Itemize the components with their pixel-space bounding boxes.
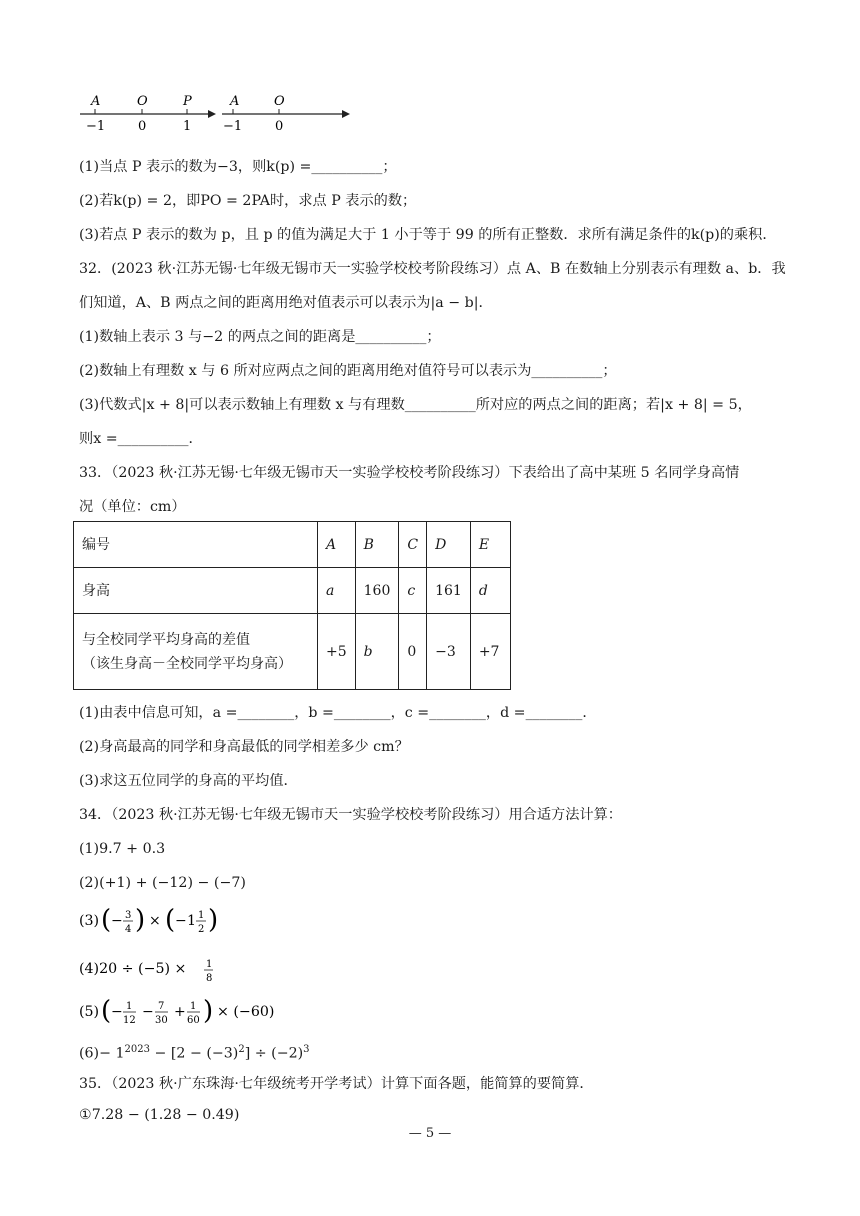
table-cell: B [355,522,399,568]
table-cell: 160 [355,568,399,614]
expr-text: ] ÷ (−2) [244,1045,304,1062]
point-label: A [91,94,101,109]
exponent: 2023 [124,1044,150,1055]
point-label: O [274,94,285,109]
table-cell: D [427,522,471,568]
page-number: — 5 — [408,1126,452,1141]
row-label-line1: 与全校同学平均身高的差值 [82,631,250,648]
fraction-numerator: 1 [198,910,205,921]
tick-label: 1 [183,119,192,130]
q33-part3: (3)求这五位同学的身高的平均值． [79,773,298,789]
mixed-whole: 1 [187,913,197,929]
table-cell: 编号 [74,522,318,568]
minus-sign: − [175,913,187,929]
expression-tail: × (−60) [217,1004,275,1020]
times-sign: × [149,913,161,929]
number-line-left [80,94,216,130]
part-prefix: (3) [79,913,100,929]
table-cell: a [318,568,356,614]
number-line-right [222,94,350,130]
tick-label: −1 [223,119,243,130]
q32-part1: (1)数轴上表示 3 与−2 的两点之间的距离是__________； [79,329,441,345]
fraction-denominator: 4 [125,924,132,935]
table-cell: +5 [318,614,356,690]
height-table [73,521,511,690]
table-cell: c [399,568,427,614]
q34-part3 [79,900,339,940]
paren: ) [135,905,146,935]
fraction-numerator: 7 [158,1001,165,1012]
fraction-denominator: 12 [123,1015,136,1026]
fraction-denominator: 8 [206,973,213,984]
q35-part1: ①7.28 − (1.28 − 0.49) [79,1107,240,1123]
paren: ( [165,905,176,935]
fraction-denominator: 60 [187,1015,200,1026]
q34-part5 [79,991,339,1029]
table-cell: b [355,614,399,690]
q34-part4 [79,950,299,986]
point-label: O [137,94,148,109]
table-cell: d [470,568,510,614]
tick-label: −1 [86,119,106,130]
q32-part2: (2)数轴上有理数 x 与 6 所对应两点之间的距离用绝对值符号可以表示为__________； [79,363,617,379]
tick-label: 0 [275,119,284,130]
q31-part1: (1)当点 P 表示的数为−3，则k(p) =__________； [79,159,397,175]
q33-stem-line1: 33．（2023 秋·江苏无锡·七年级无锡市天一实验学校校考阶段练习）下表给出了高中某班 5 名同学身高情 [79,465,740,481]
fraction-denominator: 2 [198,924,205,935]
paren: ( [101,996,112,1026]
exponent: 2 [238,1044,245,1055]
fraction-numerator: 1 [126,1001,133,1012]
minus-sign: − [111,913,123,929]
minus-sign: − [142,1004,154,1020]
fraction-denominator: 30 [155,1015,168,1026]
table-cell: +7 [470,614,510,690]
table-cell: A [318,522,356,568]
table-cell: 161 [427,568,471,614]
q34-part1: (1)9.7 + 0.3 [79,841,166,857]
table-cell: 身高 [74,568,318,614]
table-row [74,522,511,568]
q34-part6 [79,1040,310,1064]
q32-stem-line1: 32．(2023 秋·江苏无锡·七年级无锡市天一实验学校校考阶段练习）点 A、B 在数轴上分别表示有理数 a、b．我 [79,261,786,277]
q35-stem: 35．（2023 秋·广东珠海·七年级统考开学考试）计算下面各题，能简算的要简算． [79,1076,594,1092]
point-label: A [230,94,240,109]
part-prefix: (5) [79,1004,100,1020]
fraction-numerator: 3 [125,910,132,921]
q32-part3: (3)代数式|x + 8|可以表示数轴上有理数 x 与有理数__________所对应的两点之间的距离；若|x + 8| = 5， [79,397,752,413]
table-cell [74,614,318,690]
q33-part2: (2)身高最高的同学和身高最低的同学相差多少 cm？ [79,739,409,755]
exponent: 3 [303,1044,310,1055]
point-label: P [183,94,192,109]
q31-part3: (3)若点 P 表示的数为 p，且 p 的值为满足大于 1 小于等于 99 的所有正整数．求所有满足条件的k(p)的乘积． [79,227,777,243]
q32-part3-cont: 则x =__________． [79,431,203,447]
minus-sign: − [111,1004,123,1020]
table-cell: −3 [427,614,471,690]
paren: ( [101,905,112,935]
expr-text: − [2 − (−3) [149,1045,239,1062]
part-prefix: (4)20 ÷ (−5) × [79,961,187,977]
plus-sign: + [174,1004,186,1020]
table-cell: C [399,522,427,568]
paren: ) [203,996,214,1026]
q33-stem-line2: 况（单位：cm） [79,499,186,515]
paren: ) [208,905,219,935]
expr-text: (6)− 1 [79,1045,125,1062]
fraction-numerator: 1 [190,1001,197,1012]
q34-part2: (2)(+1) + (−12) − (−7) [79,875,246,891]
table-cell: 0 [399,614,427,690]
q32-stem-line2: 们知道，A、B 两点之间的距离用绝对值表示可以表示为|a − b|． [79,295,493,311]
q31-part2: (2)若k(p) = 2，即PO = 2PA时，求点 P 表示的数； [79,193,417,209]
table-cell: E [470,522,510,568]
fraction-numerator: 1 [206,959,213,970]
q34-stem: 34．（2023 秋·江苏无锡·七年级无锡市天一实验学校校考阶段练习）用合适方法计算： [79,807,622,823]
tick-label: 0 [138,119,147,130]
row-label-line2: （该生身高－全校同学平均身高） [82,655,292,672]
q33-part1: (1)由表中信息可知，a =________，b =________，c =________，d =________． [79,705,597,721]
table-row [74,568,511,614]
table-row [74,614,511,690]
number-line-figure [80,90,370,130]
